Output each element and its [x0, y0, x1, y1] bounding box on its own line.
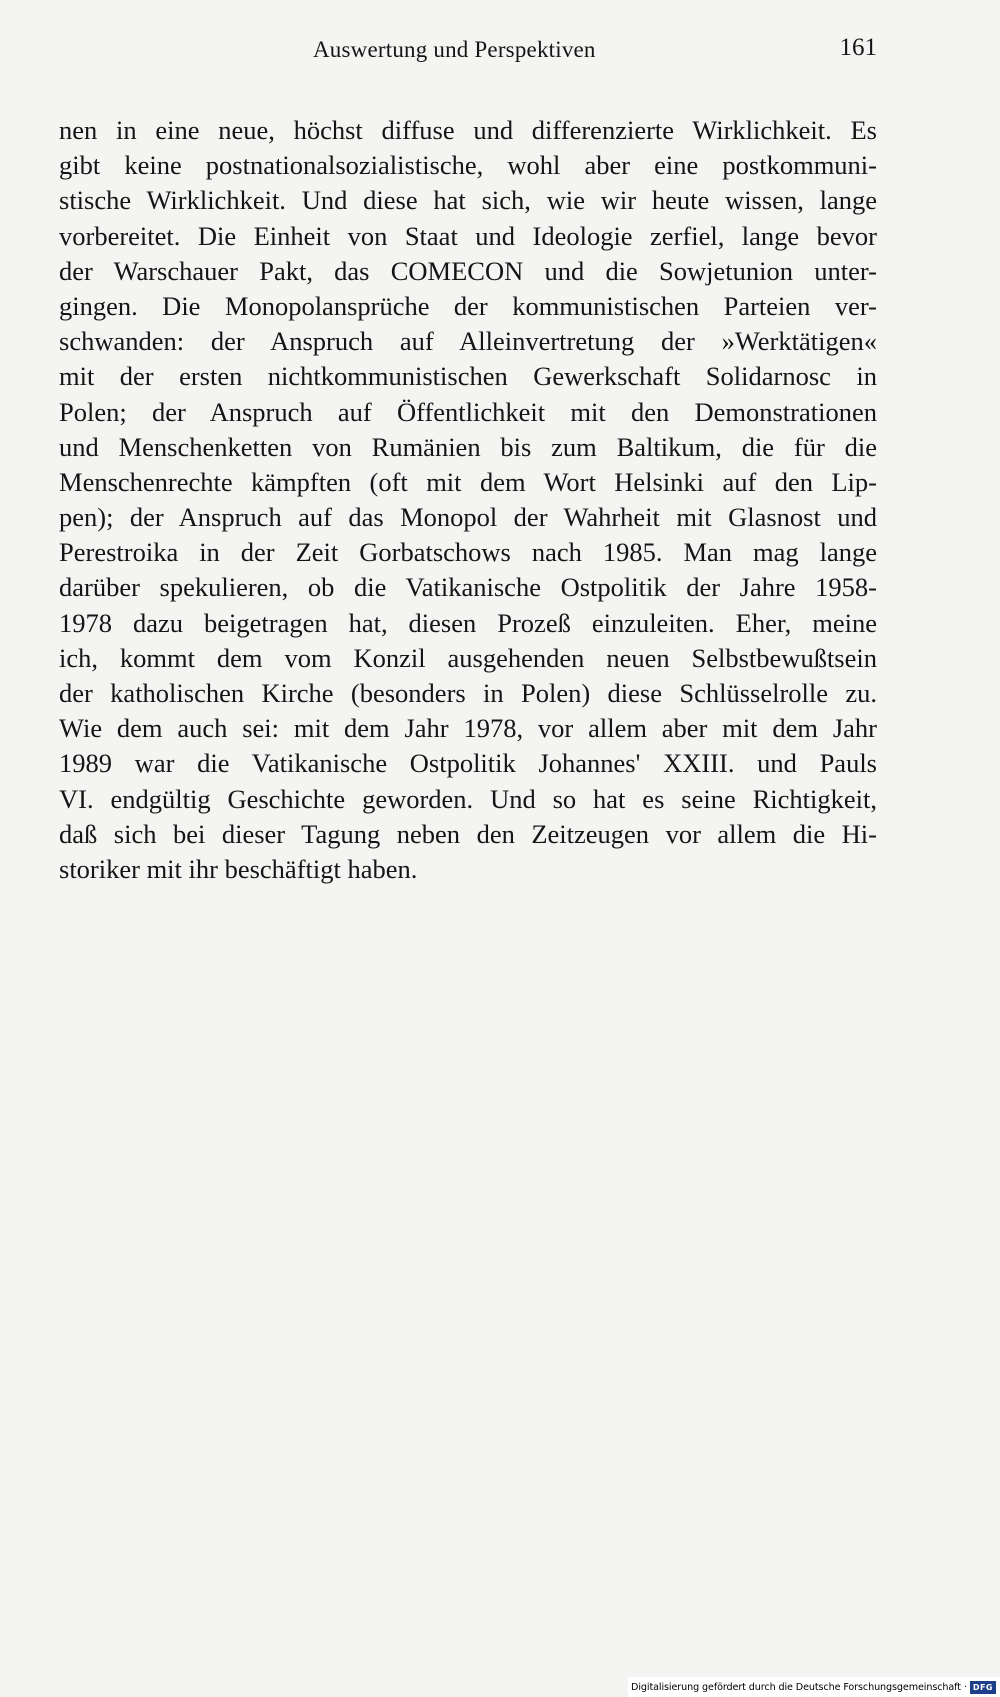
page-number: 161	[839, 34, 877, 61]
text-line: mit der ersten nichtkommunistischen Gewerkschaft Solidarnosc in	[59, 361, 877, 392]
text-line: VI. endgültig Geschichte geworden. Und so hat es seine Richtigkeit,	[59, 783, 877, 814]
text-line: schwanden: der Anspruch auf Alleinvertretung der »Werktätigen«	[59, 326, 877, 357]
running-head	[59, 32, 877, 72]
text-line: pen); der Anspruch auf das Monopol der Wahrheit mit Glasnost und	[59, 502, 877, 533]
text-line: Perestroika in der Zeit Gorbatschows nach 1985. Man mag lange	[59, 537, 877, 568]
text-line: Wie dem auch sei: mit dem Jahr 1978, vor allem aber mit dem Jahr	[59, 713, 877, 744]
body-text	[59, 113, 877, 887]
text-line: Polen; der Anspruch auf Öffentlichkeit mit den Demonstrationen	[59, 396, 877, 427]
running-title: Auswertung und Perspektiven	[313, 37, 596, 62]
text-line: darüber spekulieren, ob die Vatikanische Ostpolitik der Jahre 1958-	[59, 572, 877, 603]
text-line: 1978 dazu beigetragen hat, diesen Prozeß einzuleiten. Eher, meine	[59, 607, 877, 638]
text-line: vorbereitet. Die Einheit von Staat und Ideologie zerfiel, lange bevor	[59, 220, 877, 251]
text-line: nen in eine neue, höchst diffuse und differenzierte Wirklichkeit. Es	[59, 115, 877, 145]
text-line: storiker mit ihr beschäftigt haben.	[59, 853, 418, 884]
text-line: Menschenrechte kämpften (oft mit dem Wort Helsinki auf den Lip-	[59, 466, 877, 497]
text-line: gibt keine postnationalsozialistische, wohl aber eine postkommuni-	[59, 150, 877, 181]
dfg-logo: DFG	[970, 1681, 996, 1694]
text-line: 1989 war die Vatikanische Ostpolitik Johannes' XXIII. und Pauls	[59, 748, 877, 779]
text-line: gingen. Die Monopolansprüche der kommunistischen Parteien ver-	[59, 290, 877, 321]
text-line: der katholischen Kirche (besonders in Polen) diese Schlüsselrolle zu.	[59, 678, 877, 708]
digitization-credit	[628, 1677, 1000, 1697]
credit-text: Digitalisierung gefördert durch die Deutsche Forschungsgemeinschaft ·	[631, 1681, 967, 1693]
text-line: ich, kommt dem vom Konzil ausgehenden neuen Selbstbewußtsein	[59, 642, 877, 673]
text-line: der Warschauer Pakt, das COMECON und die Sowjetunion unter-	[59, 255, 877, 286]
text-line: und Menschenketten von Rumänien bis zum Baltikum, die für die	[59, 431, 877, 462]
text-line: stische Wirklichkeit. Und diese hat sich, wie wir heute wissen, lange	[59, 185, 877, 216]
text-line: daß sich bei dieser Tagung neben den Zeitzeugen vor allem die Hi-	[59, 818, 877, 849]
